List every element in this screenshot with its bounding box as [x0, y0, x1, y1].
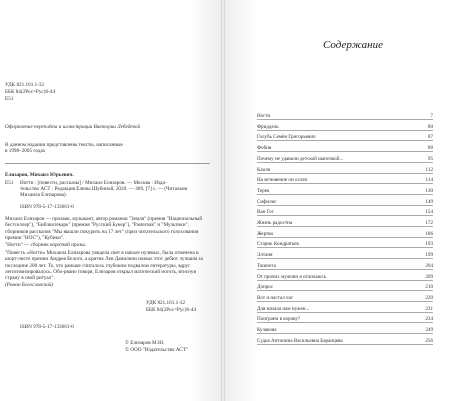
biblio-line-3: Михаила Елизарова).	[20, 192, 67, 198]
toc-entry-title: Тошнота	[257, 262, 276, 269]
nogti-line: "Ногти" — сборник короткой прозы.	[5, 242, 87, 248]
toc-entry	[257, 326, 433, 334]
toc-entry-page: 199	[425, 252, 433, 259]
toc-entry-rule	[257, 215, 433, 216]
toc-entry-rule	[257, 151, 433, 152]
toc-entry-page: 172	[425, 220, 433, 226]
toc-entry-title: Вот и настал час	[257, 294, 294, 301]
toc-entry	[257, 273, 433, 281]
toc-entry-title: Почему не удавили детской шапочкой...	[257, 155, 344, 162]
imprint-page	[0, 0, 223, 401]
toc-entry-page: 7	[430, 113, 433, 119]
toc-entry-rule	[257, 290, 433, 291]
toc-entry-rule	[257, 301, 433, 302]
toc-entry-rule	[257, 173, 433, 174]
toc-entry-rule	[257, 237, 433, 238]
toc-entry	[257, 166, 433, 174]
code-side: Е51	[5, 180, 14, 186]
bbk-bottom: ББК 84(2Рос=Рус)6-44	[146, 307, 196, 313]
toc-entry	[257, 155, 433, 163]
toc-entry-page: 80	[427, 123, 433, 130]
toc-entry-rule	[257, 247, 433, 248]
toc-entry-title: Терек	[257, 187, 270, 194]
toc-entry-title: Элтаня	[257, 252, 273, 259]
toc-entry	[257, 112, 433, 120]
toc-entry	[257, 251, 433, 259]
udk-top: УДК 821.161.1-32	[5, 82, 45, 88]
toc-entry-title: Сифилис	[257, 198, 277, 205]
toc-entry-page: 95	[427, 155, 433, 162]
toc-entry-page: 249	[425, 327, 433, 333]
toc-entry	[257, 262, 433, 270]
toc-entry	[257, 337, 433, 345]
toc-entry-title: Допрос	[257, 284, 274, 291]
toc-entry-rule	[257, 322, 433, 323]
toc-entry-rule	[257, 194, 433, 195]
biblio-line-2: тельство АСТ : Редакция Елены Шубиной, 2020. — 489, [7] с. — (Читальня	[20, 186, 188, 192]
toc-title: Содержание	[323, 39, 384, 51]
toc-entry-title: От прочих мужчин я отличаюсь	[257, 273, 327, 280]
toc-entry-page: 256	[425, 337, 433, 344]
divider	[5, 163, 210, 164]
toc-entry-title: Жизнь радостна	[257, 220, 293, 226]
note-line-1: В данном издании представлены тексты, написанные	[5, 142, 123, 148]
toc-entry-rule	[257, 312, 433, 313]
toc-entry-page: 204	[425, 262, 433, 269]
quote: "Повесть «Ногти» Михаила Елизарова увидела свет в начале нулевых, была отмечена в шорт-листе премии Андрея Белого, а критик Лев Данилкин назвал этот дебют лучшим за последние 200 лет. То, что раньше считалось глубоким подвалом литературы, вдруг легитимизировалось. Обо-рвано говоря, Елизаров открыл магический ноготь, втиснув страну в свой ритуал".	[5, 250, 203, 282]
book-gutter	[221, 0, 225, 401]
toc-entry-title: На мгновение он ослеп	[257, 177, 308, 184]
isbn-bottom: ISBN 978-5-17-133661-0	[20, 324, 74, 330]
toc-entry	[257, 144, 433, 152]
toc-entry-title: Голубь Семён Григорьевич	[257, 134, 316, 141]
toc-entry-page: 186	[425, 230, 433, 237]
toc-entry-page: 112	[425, 166, 433, 173]
toc-entry-page: 231	[425, 305, 433, 312]
toc-entry-title: Фриддель	[257, 123, 279, 130]
isbn-mid: ISBN 978-5-17-133661-0	[20, 204, 74, 210]
toc-entry-page: 149	[425, 198, 433, 205]
toc-entry-page: 193	[425, 241, 433, 248]
bbk-top: ББК 84(2Рос=Рус)6-44	[5, 89, 55, 95]
toc-entry	[257, 208, 433, 216]
note-line-2: в 1998–2005 годах	[5, 148, 46, 154]
author-heading: Елизаров, Михаил Юрьевич.	[5, 172, 74, 178]
toc-entry-rule	[257, 119, 433, 120]
toc-entry-title: Для начала нам нужен...	[257, 305, 310, 312]
toc-entry-page: 234	[425, 316, 433, 323]
toc-entry	[257, 219, 433, 227]
toc-entry-page: 154	[425, 209, 433, 216]
toc-entry-title: Старик Кондратьев	[257, 241, 299, 248]
toc-entry-rule	[257, 205, 433, 206]
toc-entry-rule	[257, 162, 433, 163]
toc-entry-title: Ван Гог	[257, 209, 274, 216]
toc-entry-title: Жертва	[257, 230, 273, 237]
toc-entry-page: 130	[425, 187, 433, 194]
annotation: Михаил Елизаров — прозаик, музыкант, автор романов "Земля" (премия "Национальный бестселлер"), "Библиотекарь" (премия "Русский Букер"), "Pasternak" и "Мультики", сборников рассказов "Мы вышли покурить на 17 лет" (приз читательского голосования премии "НОС"), "Кубики".	[5, 216, 203, 241]
toc-entry-page: 114	[425, 177, 433, 184]
toc-entry-rule	[257, 140, 433, 141]
toc-entry-title: Фобия	[257, 145, 272, 152]
toc-entry-rule	[257, 344, 433, 345]
toc-entry-title: Судья Антонина Васильевна Баранцева	[257, 337, 343, 344]
quote-author: (Роман Богословский)	[5, 282, 54, 288]
toc-entry-page: 220	[425, 294, 433, 301]
toc-entry-title: Поиграем в корову?	[257, 316, 301, 323]
toc-entry	[257, 315, 433, 323]
toc-entry	[257, 123, 433, 131]
copyright-publisher: © ООО "Издательство АСТ"	[125, 347, 189, 353]
toc-entry	[257, 133, 433, 141]
toc-entry-rule	[257, 183, 433, 184]
code-top: Е51	[5, 96, 14, 102]
design-credit: Оформление переплёта и иллюстрации Виктории Лебедевой	[5, 124, 141, 130]
toc-entry-rule	[257, 130, 433, 131]
toc-entry-rule	[257, 269, 433, 270]
toc-entry-title: Ногти	[257, 113, 271, 119]
toc-entry	[257, 198, 433, 206]
toc-entry-rule	[257, 258, 433, 259]
udk-bottom: УДК 821.161.1-32	[146, 300, 186, 306]
toc-entry	[257, 230, 433, 238]
toc-entry-page: 87	[427, 134, 433, 141]
toc-entry	[257, 294, 433, 302]
toc-entry-rule	[257, 333, 433, 334]
toc-entry-rule	[257, 226, 433, 227]
toc-entry	[257, 187, 433, 195]
copyright-author: © Елизаров М.Ю.	[125, 340, 165, 346]
toc-entry-page: 88	[427, 145, 433, 152]
biblio-line-1: Ногти : [повести, рассказы] / Михаил Елизаров. — Москва : Изда-	[20, 180, 167, 186]
toc-entry-page: 209	[425, 273, 433, 280]
toc-entry-page: 210	[425, 284, 433, 291]
toc-entry	[257, 305, 433, 313]
toc-entry-title: Кулакова	[257, 327, 277, 333]
toc-entry	[257, 176, 433, 184]
toc-entry-title: Каоля	[257, 166, 270, 173]
toc-entry-rule	[257, 280, 433, 281]
toc-entry	[257, 283, 433, 291]
toc-entry	[257, 240, 433, 248]
